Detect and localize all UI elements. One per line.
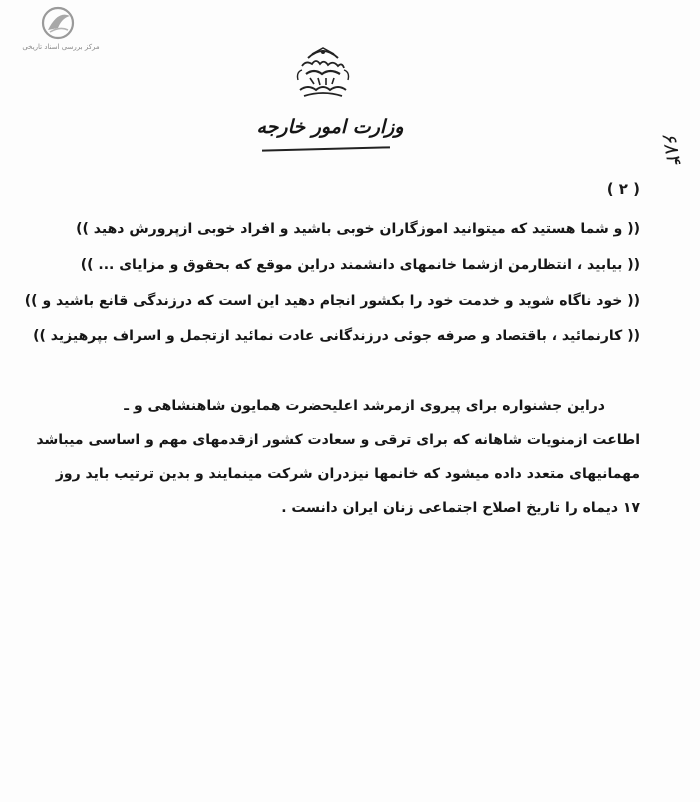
body-line: اطاعت ازمنویات شاهانه که برای ترقی و سعادت کشور ازقدمهای مهم و اساسی میباشد [36, 432, 640, 448]
body-line: دراین جشنواره برای پیروی ازمرشد اعلیحضرت همایون شاهنشاهی و ـ [124, 398, 605, 414]
body-line: (( خود ناگاه شوید و خدمت خود را بکشور انجام دهید این است که درزندگی قانع باشید و )) [24, 293, 640, 309]
body-line: (( و شما هستید که میتوانید اموزگاران خوبی باشید و افراد خوبی ازپرورش دهید )) [76, 221, 640, 237]
body-line: مهمانیهای متعدد داده میشود که خانمها نیزدران شرکت مینمایند و بدین ترتیب باید روز [55, 466, 640, 482]
watermark-text: مرکز بررسی اسناد تاریخی [22, 43, 100, 51]
body-line: (( کارنمائید ، باقتصاد و صرفه جوئی درزندگانی عادت نمائید ازتجمل و اسراف بپرهیزید )) [33, 328, 640, 344]
body-line: (( بیابید ، انتظارمن ازشما خانمهای دانشمند دراین موقع که بحقوق و مزایای ... )) [80, 257, 640, 273]
handwritten-margin-note: ۶۸۴ [657, 129, 687, 166]
letterhead-underline [262, 146, 390, 151]
body-line: ۱۷ دیماه را تاریخ اصلاح اجتماعی زنان ایران دانست . [281, 500, 640, 516]
ministry-letterhead: وزارت امور خارجه [256, 116, 404, 138]
institute-logo-icon [36, 6, 80, 42]
lion-and-sun-emblem-icon [288, 44, 358, 102]
archive-watermark [6, 6, 116, 56]
page-number: ( ۲ ) [606, 180, 640, 198]
